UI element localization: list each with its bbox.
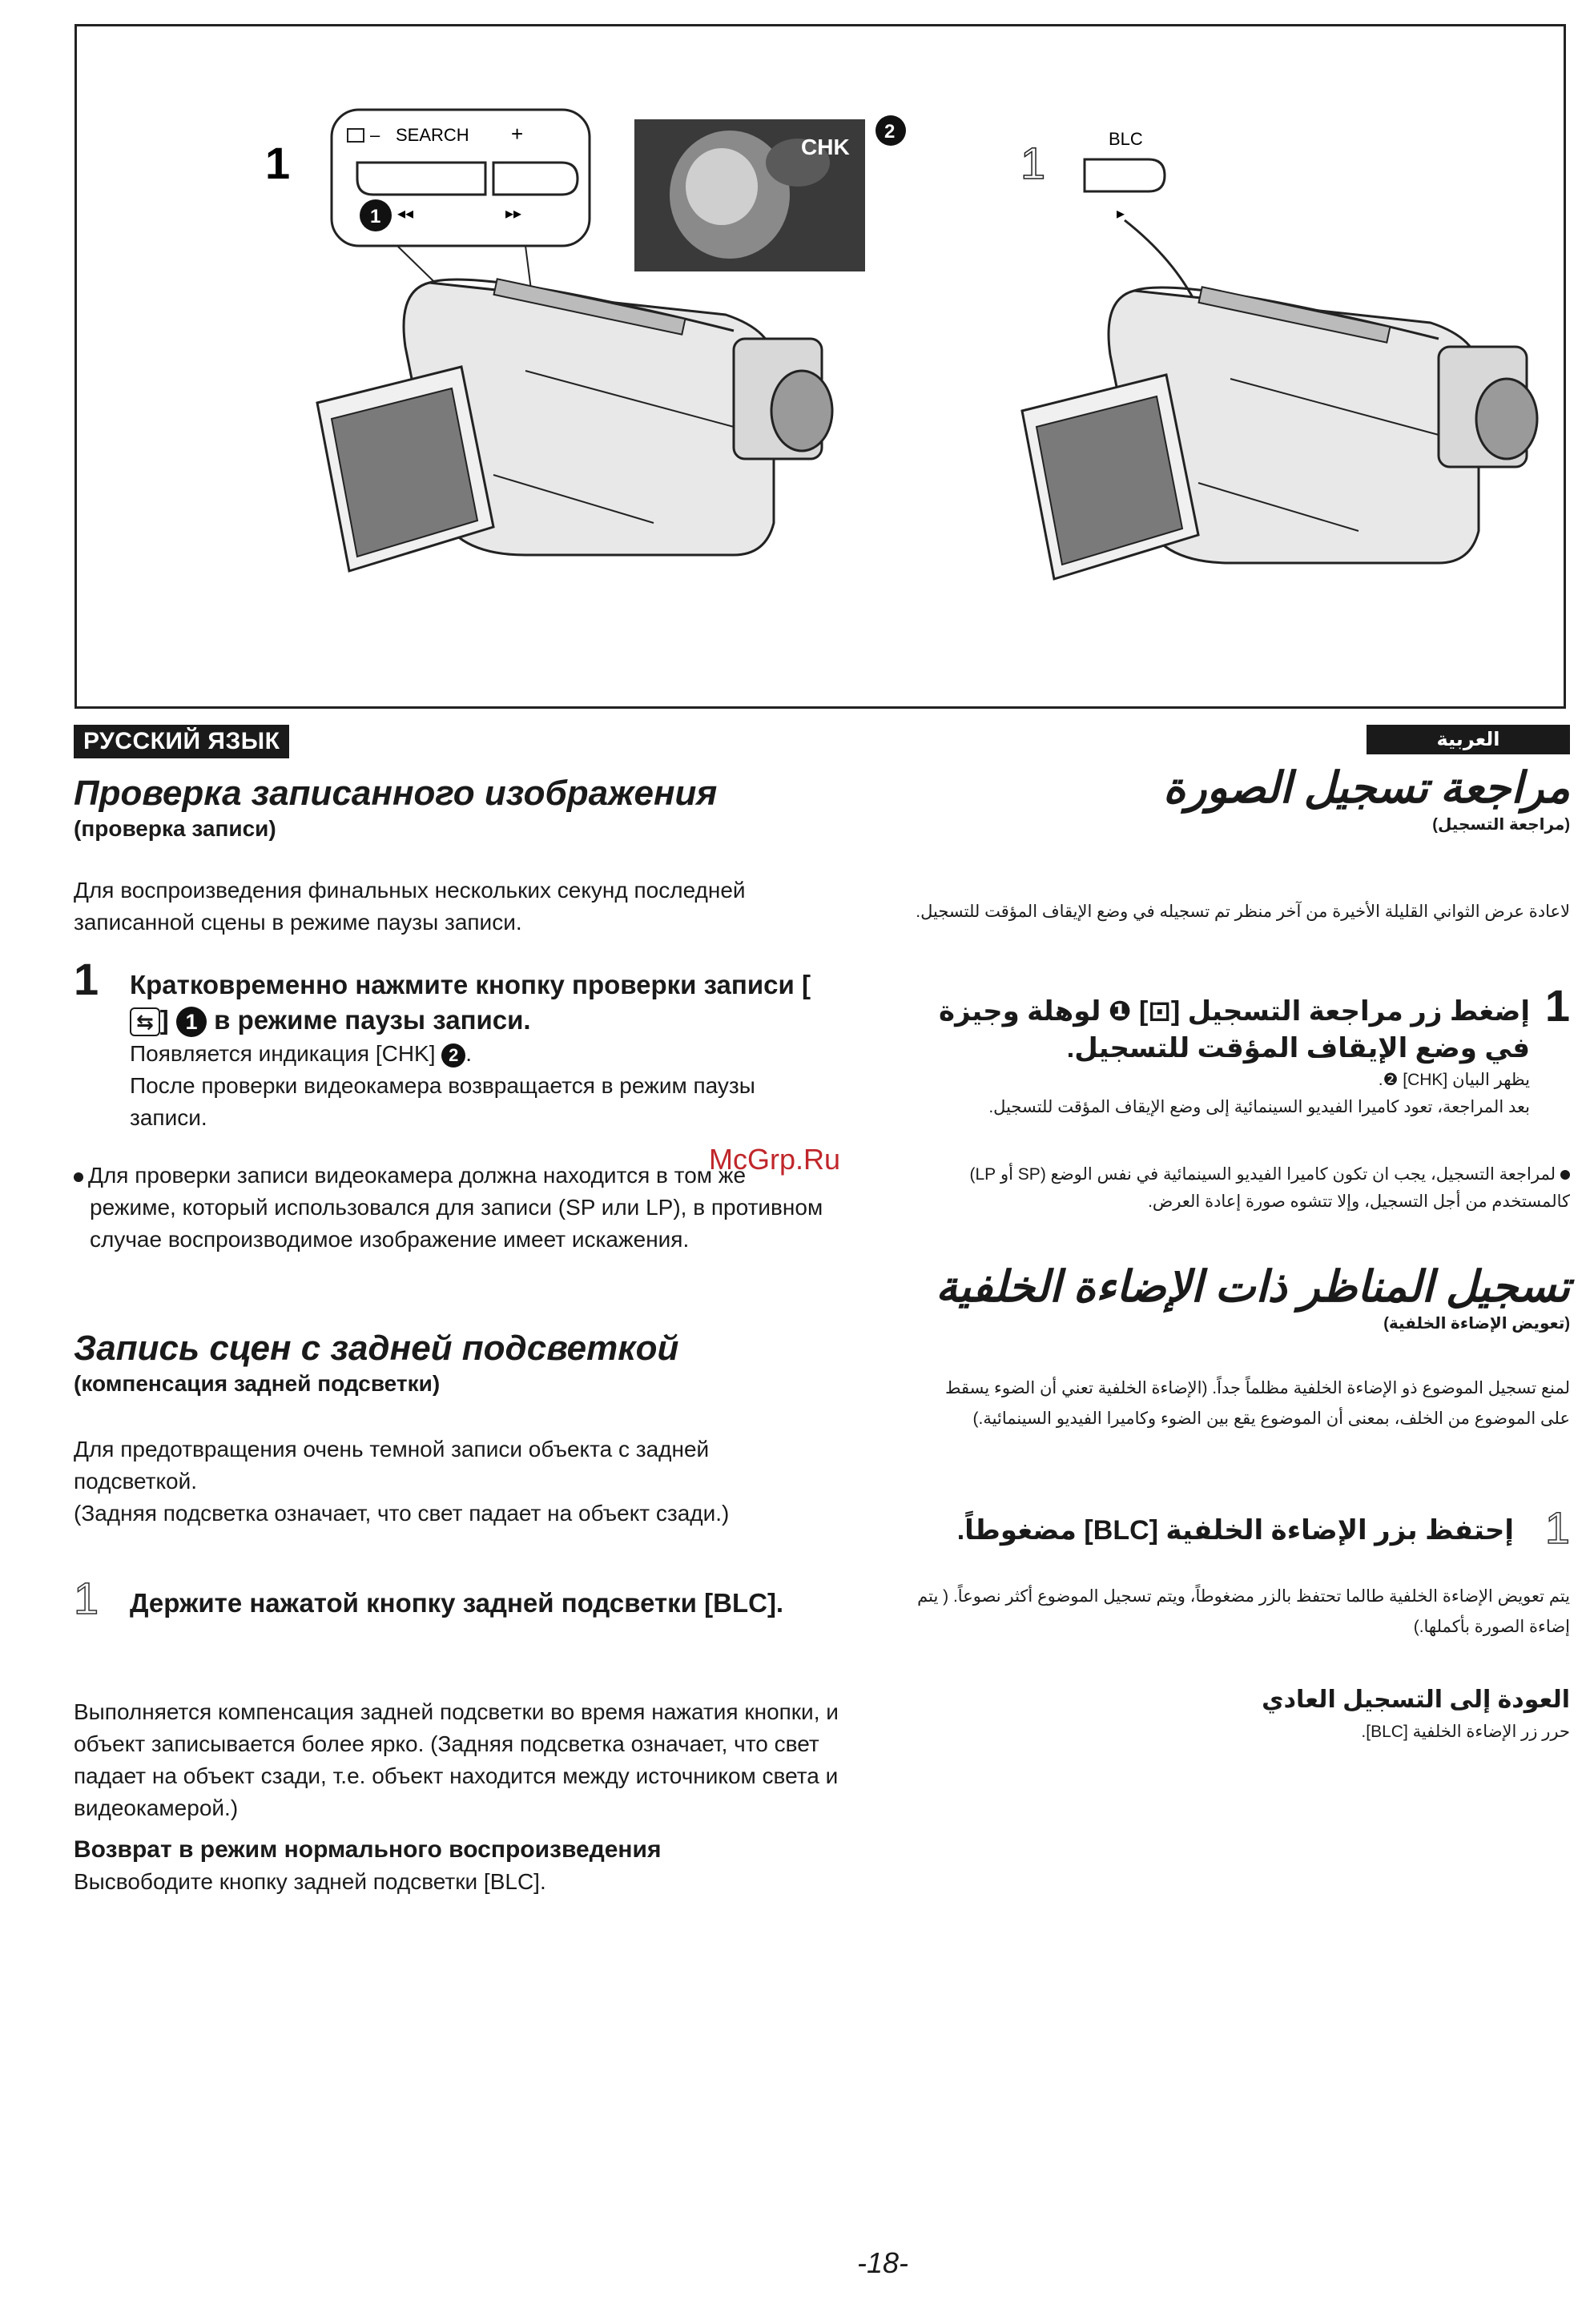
ru-backlight-subtitle: (компенсация задней подсветки): [74, 1371, 441, 1396]
ar-return-normal: [881, 1682, 1570, 1746]
right-step-number: 1: [1020, 138, 1046, 188]
rewind-search-button[interactable]: [357, 163, 485, 195]
ar-backlight-title: تسجيل المناظر ذات الإضاءة الخلفية: [936, 1263, 1570, 1311]
ru-section-review: [74, 773, 843, 843]
ru-backlight-step-title: Держите нажатой кнопку задней подсветки [BLC].: [130, 1588, 784, 1618]
ru-return-normal: [74, 1834, 843, 1898]
right-camcorder-illustration: [1020, 129, 1537, 579]
ru-return-title: Возврат в режим нормального воспроизведения: [74, 1836, 662, 1863]
ar-backlight-subtitle: (تعويض الإضاءة الخلفية): [1383, 1315, 1570, 1333]
ru-step-number: 1: [74, 954, 99, 1004]
ar-bullet-icon: [1560, 1170, 1570, 1180]
ar-return-text: حرر زر الإضاءة الخلفية [BLC].: [1361, 1723, 1570, 1741]
ar-backlight-desc: يتم تعويض الإضاءة الخلفية طالما تحتفظ بالزر مضغوطاً، ويتم تسجيل الموضوع أكثر نصوعاً. ( يتم إضاءة الصورة بأكملها.): [917, 1587, 1570, 1636]
ar-mode-note: لمراجعة التسجيل، يجب ان تكون كاميرا الفيديو السينمائية في نفس الوضع (SP أو LP) كالمستخدم من أجل التسجيل، وإلا تتشوه صورة إعادة العرض.: [969, 1165, 1570, 1211]
forward-search-button[interactable]: [493, 163, 578, 195]
bullet-icon: [74, 1172, 83, 1182]
ar-section-subtitle: (مراجعة التسجيل): [1432, 816, 1570, 834]
marker-1-icon: 1: [176, 1007, 207, 1037]
ar-section-review: [881, 762, 1570, 836]
blc-label: BLC: [1109, 129, 1143, 149]
ru-review-step-title: Кратковременно нажмите кнопку проверки записи [⇆ ] 1 в режиме паузы записи.: [130, 967, 835, 1038]
ar-backlight-intro: لمنع تسجيل الموضوع ذو الإضاءة الخلفية مظلماً جداً. (الإضاءة الخلفية تعني أن الضوء يسقط على الموضوع من الخلف، بمعنى أن الموضوع يقع بين الضوء وكاميرا الفيديو السينمائية.): [945, 1379, 1570, 1428]
ru-backlight-step-number: 1: [74, 1573, 99, 1623]
svg-text:1: 1: [370, 206, 381, 227]
ar-backlight-step-number: 1: [1544, 1502, 1570, 1553]
ar-section-title: مراجعة تسجيل الصورة: [1163, 764, 1570, 812]
left-camcorder-illustration: [265, 110, 906, 571]
camcorder-illustrations: [77, 26, 1564, 706]
ru-backlight-title: Запись сцен с задней подсветкой: [74, 1329, 679, 1368]
ru-section-title: Проверка записанного изображения: [74, 774, 718, 813]
ar-backlight-step-title: إحتفظ بزر الإضاءة الخلفية [BLC] مضغوطاً.: [956, 1515, 1514, 1546]
blc-button[interactable]: [1085, 159, 1165, 191]
ru-chk-line: Появляется индикация [CHK] 2 .: [130, 1041, 473, 1066]
ru-section-backlight: [74, 1328, 843, 1398]
ru-mode-note: Для проверки записи видеокамера должна находится в том же режиме, который использовался для записи (SP или LP), в противном случае воспроизводимое изображение имеет искажения.: [74, 1160, 827, 1256]
ar-review-step: إضغط زر مراجعة التسجيل [⊡] ❶ لوهلة وجيزة في وضع الإيقاف المؤقت للتسجيل. يظهر البيان [CHK] ❷. بعد المراجعة، تعود كاميرا الفيديو السينمائية إلى وضع الإيقاف المؤقت للتسجيل.: [939, 996, 1530, 1116]
svg-text:▸▸: ▸▸: [505, 203, 522, 223]
russian-language-tag: РУССКИЙ ЯЗЫК: [74, 725, 289, 758]
svg-text:2: 2: [884, 121, 896, 143]
arabic-language-tag: العربية: [1367, 725, 1570, 754]
page-number: -18-: [857, 2246, 909, 2279]
ar-step-number: 1: [1544, 980, 1570, 1031]
illustration-box: [74, 24, 1566, 709]
marker-2-icon: 2: [441, 1043, 465, 1068]
ar-return-title: العودة إلى التسجيل العادي: [1262, 1687, 1570, 1713]
ar-section-backlight: [881, 1261, 1570, 1335]
left-step-number: 1: [265, 138, 291, 188]
svg-text:▸: ▸: [1117, 203, 1125, 223]
ru-backlight-intro: Для предотвращения очень темной записи объекта с задней подсветкой. (Задняя подсветка означает, что свет падает на объект сзади.): [74, 1437, 730, 1526]
chk-indicator: CHK: [801, 135, 850, 159]
ru-review-step: [130, 967, 835, 1134]
svg-text:+: +: [511, 122, 524, 146]
review-button-icon: ⇆: [130, 1007, 160, 1036]
svg-text:◂◂: ◂◂: [397, 203, 414, 223]
search-label: SEARCH: [396, 125, 469, 145]
watermark: McGrp.Ru: [709, 1143, 841, 1176]
ru-return-text: Высвободите кнопку задней подсветки [BLC].: [74, 1869, 546, 1894]
ar-review-intro: لاعادة عرض الثواني القليلة الأخيرة من آخر منظر تم تسجيله في وضع الإيقاف المؤقت للتسجيل.: [916, 903, 1570, 921]
ru-review-intro: Для воспроизведения финальных нескольких секунд последней записанной сцены в режиме паузы записи.: [74, 878, 746, 935]
ru-backlight-desc: Выполняется компенсация задней подсветки во время нажатия кнопки, и объект записывается более ярко. (Задняя подсветка означает, что свет падает на объект сзади, т.е. объект находится между источником света и видеокамерой.): [74, 1699, 839, 1820]
svg-text:–: –: [370, 125, 380, 145]
ru-section-subtitle: (проверка записи): [74, 816, 276, 841]
ru-return-line: После проверки видеокамера возвращается в режим паузы записи.: [130, 1073, 755, 1130]
